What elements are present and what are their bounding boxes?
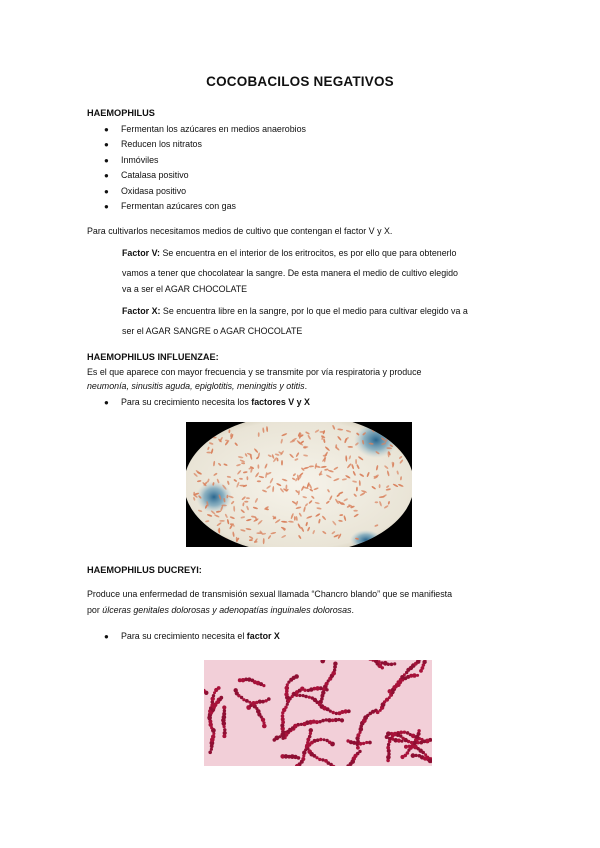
- bacterium: [394, 429, 399, 435]
- bacterium: [362, 742, 365, 745]
- bacterium: [267, 697, 271, 701]
- bacterium: [417, 732, 421, 736]
- bacterium: [325, 688, 328, 691]
- bacterium: [211, 697, 215, 701]
- bacterium: [368, 741, 372, 745]
- ducreyi-line-2: por úlceras genitales dolorosas y adenopatías inguinales dolorosas.: [87, 605, 354, 615]
- bacterium: [393, 662, 396, 665]
- bacterium: [211, 735, 215, 739]
- factor-v-line-1: Factor V: Se encuentra en el interior de los eritrocitos, es por ello que para obtenerlo: [122, 248, 457, 258]
- bacterium: [294, 674, 299, 679]
- bacterium: [335, 712, 338, 715]
- page-title: COCOBACILOS NEGATIVOS: [206, 74, 394, 89]
- bacterium: [309, 732, 312, 735]
- bacterium: [419, 741, 423, 745]
- bacterium: [305, 743, 310, 748]
- bacterium: [245, 699, 249, 703]
- bacterium: [393, 425, 396, 430]
- bullet-icon: ●: [104, 140, 109, 149]
- bacterium: [281, 714, 285, 718]
- bacterium: [223, 709, 226, 712]
- bacterium: [298, 694, 301, 697]
- bacterium: [192, 440, 198, 444]
- bacterium: [395, 440, 400, 442]
- bullet-icon: ●: [104, 125, 109, 134]
- bacterium: [417, 729, 420, 732]
- bacterium: [414, 754, 417, 757]
- bacterium: [307, 689, 310, 692]
- bacterium: [303, 689, 306, 692]
- bacterium: [319, 738, 322, 741]
- bacterium: [210, 748, 213, 751]
- bacterium: [323, 738, 326, 741]
- factor-v-line-3: va a ser el AGAR CHOCOLATE: [122, 284, 248, 294]
- factor-x-line-2: ser el AGAR SANGRE o AGAR CHOCOLATE: [122, 326, 303, 336]
- bacterium: [196, 536, 201, 538]
- micrograph-haemophilus-ducreyi: [204, 660, 432, 766]
- bacterium: [234, 688, 238, 692]
- bacterium: [365, 741, 368, 744]
- bullet-icon: ●: [104, 202, 109, 211]
- list-item: ● Reducen los nitratos: [104, 139, 202, 149]
- bacterium: [347, 709, 351, 713]
- bacterium: [356, 746, 360, 750]
- bacterium: [397, 739, 401, 743]
- bacterium: [399, 442, 404, 447]
- bacterium: [416, 674, 419, 677]
- bacterium: [195, 522, 201, 528]
- bacterium: [332, 711, 335, 714]
- bacterium: [387, 743, 390, 746]
- bacterium: [302, 751, 306, 755]
- bacterium: [261, 700, 265, 704]
- bacterium: [401, 740, 404, 743]
- bacterium: [285, 686, 290, 691]
- bacterium: [422, 660, 426, 664]
- bacterium: [421, 751, 425, 755]
- bacterium: [196, 520, 200, 526]
- micrograph-ducreyi-svg: [204, 660, 432, 766]
- bacterium: [198, 525, 203, 531]
- micrograph-influenzae-svg: [186, 422, 412, 547]
- list-item: ● Inmóviles: [104, 155, 159, 165]
- list-item: ● Fermentan los azúcares en medios anaerobios: [104, 124, 306, 134]
- bacterium: [219, 520, 224, 522]
- bacterium: [210, 539, 215, 543]
- factor-x-line-1: Factor X: Se encuentra libre en la sangre, por lo que el medio para cultivar elegido va a: [122, 306, 468, 316]
- bacterium: [322, 687, 325, 690]
- bacterium: [378, 660, 381, 663]
- bacterium: [413, 741, 417, 745]
- factor-v-line-2: vamos a tener que chocolatear la sangre. De esta manera el medio de cultivo elegido: [122, 268, 458, 278]
- bacterium: [262, 724, 267, 729]
- bacterium: [387, 430, 393, 432]
- bacterium: [281, 717, 285, 721]
- bacterium: [388, 435, 394, 439]
- bacterium: [223, 725, 226, 728]
- bacterium: [381, 661, 384, 664]
- bacterium: [300, 723, 303, 726]
- bacterium: [398, 425, 401, 429]
- bullet-icon: ●: [104, 187, 109, 196]
- bacterium: [212, 694, 215, 697]
- bacterium: [410, 741, 413, 744]
- bacterium: [353, 510, 357, 512]
- bacterium: [209, 424, 213, 430]
- bacterium: [412, 673, 417, 678]
- bacterium: [219, 698, 222, 701]
- bacterium: [416, 741, 419, 744]
- bacterium: [327, 718, 331, 722]
- bullet-icon: ●: [104, 398, 109, 407]
- bacterium: [333, 668, 336, 671]
- bullet-icon: ●: [104, 156, 109, 165]
- bacterium: [217, 686, 221, 690]
- bacterium: [284, 706, 287, 709]
- bacterium: [222, 705, 226, 709]
- influenzae-line-1: Es el que aparece con mayor frecuencia y se transmite por vía respiratoria y produce: [87, 367, 422, 377]
- bacterium: [196, 540, 200, 544]
- bacterium: [387, 752, 390, 755]
- list-item: ● Para su crecimiento necesita los factores V y X: [104, 397, 310, 407]
- bacterium: [273, 738, 277, 742]
- list-item: ● Para su crecimiento necesita el factor X: [104, 631, 280, 641]
- bacterium: [340, 718, 344, 722]
- bacterium: [222, 734, 226, 738]
- bacterium: [404, 745, 408, 749]
- section-heading-haemophilus: HAEMOPHILUS: [87, 108, 155, 118]
- bacterium: [388, 424, 392, 430]
- section-heading-influenzae: HAEMOPHILUS INFLUENZAE:: [87, 352, 219, 362]
- list-item: ● Oxidasa positivo: [104, 186, 187, 196]
- list-item: ● Catalasa positivo: [104, 170, 189, 180]
- bacterium: [195, 440, 200, 445]
- cultivo-intro: Para cultivarlos necesitamos medios de cultivo que contengan el factor V y X.: [87, 226, 393, 236]
- bacterium: [329, 710, 332, 713]
- bullet-icon: ●: [104, 171, 109, 180]
- bacterium: [325, 718, 328, 721]
- bacterium: [403, 731, 406, 734]
- bacterium: [262, 684, 265, 687]
- bacterium: [370, 425, 376, 430]
- micrograph-haemophilus-influenzae: [186, 422, 412, 547]
- bacterium: [302, 754, 305, 757]
- influenzae-line-2: neumonía, sinusitis aguda, epiglotitis, meningitis y otitis.: [87, 381, 308, 391]
- section-heading-ducreyi: HAEMOPHILUS DUCREYI:: [87, 565, 202, 575]
- bacterium: [390, 663, 394, 667]
- bacterium: [321, 758, 324, 761]
- bacterium: [325, 739, 328, 742]
- bacterium: [302, 694, 305, 697]
- bacterium: [304, 695, 308, 699]
- bacterium: [321, 719, 325, 723]
- bacterium: [318, 758, 321, 761]
- bacterium: [333, 662, 337, 666]
- bacterium: [308, 696, 311, 699]
- bacterium: [286, 683, 289, 686]
- bullet-icon: ●: [104, 632, 109, 641]
- bacterium: [297, 756, 301, 760]
- ducreyi-line-1: Produce una enfermedad de transmisión sexual llamada “Chancro blando” que se manifiesta: [87, 589, 453, 599]
- bacterium: [388, 737, 391, 740]
- bacterium: [383, 539, 387, 543]
- bacterium: [302, 722, 306, 726]
- bacterium: [318, 720, 321, 723]
- list-item: ● Fermentan azúcares con gas: [104, 201, 236, 211]
- bacterium: [386, 746, 390, 750]
- bacterium: [198, 533, 202, 537]
- bacterium: [208, 751, 212, 755]
- bacterium: [359, 742, 363, 746]
- bacterium: [315, 756, 318, 759]
